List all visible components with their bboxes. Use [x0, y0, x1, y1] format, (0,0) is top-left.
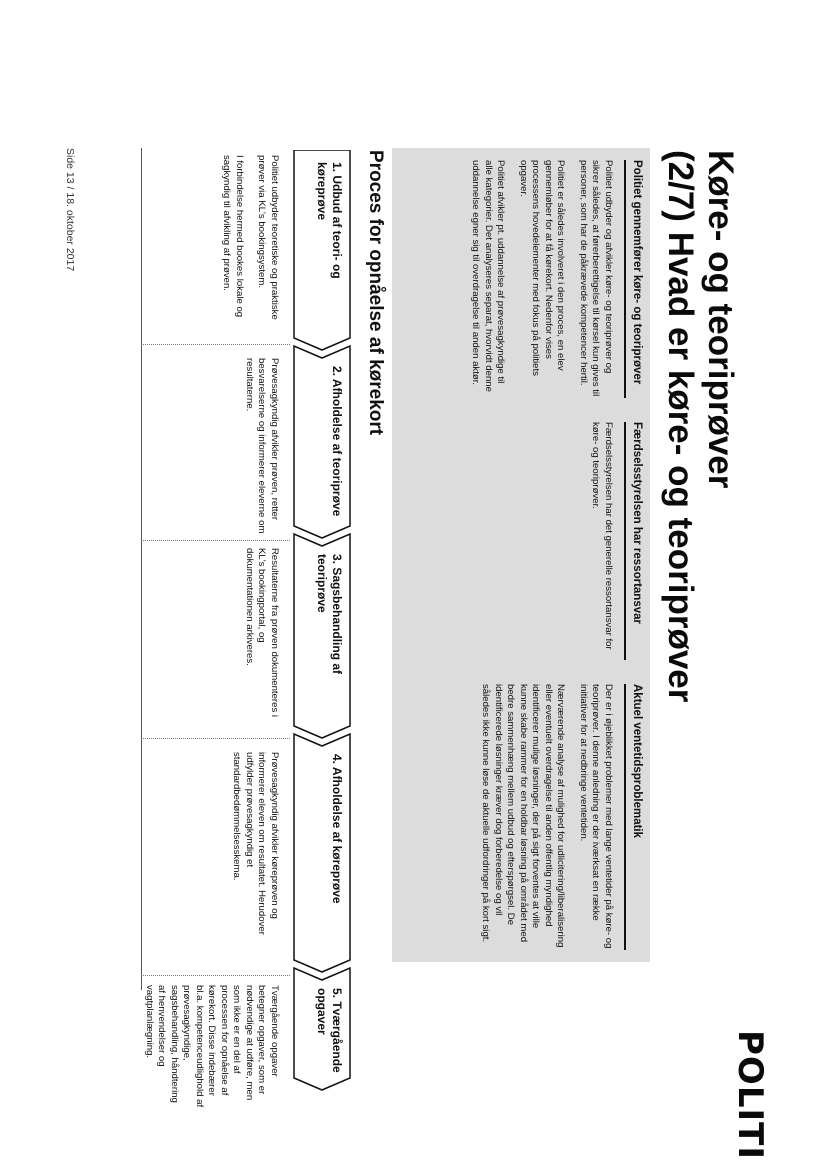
- page-title: [660, 150, 740, 950]
- step-5-label: 5. Tværgående opgaver: [315, 988, 344, 1073]
- column-divider: [143, 975, 290, 976]
- step-paragraph: I forbindelse hermed bookes lokale og sagkyndig til afvikling af prøven.: [221, 155, 245, 318]
- step-paragraph: Tværgående opgaver betegner opgaver, som er nødvendige at udføre, men som ikke er en del af processen for opnåelse af kørekort. Disse indebærer bl.a. kompetenceudlighold af prøvesagkyndige, sagsbehandling, håndtering af henvendelser og vagtplanlægning.: [144, 985, 280, 1108]
- step-paragraph: Politiet udbyder teoretiske og praktiske prøver via KL's bookingsystem.: [256, 155, 280, 320]
- step-paragraph: Resultaterne fra prøven dokumenteres i KL's bookingportal, og dokumentationen arkiveres.: [244, 548, 280, 718]
- title-line-2: (2/7) Hvad er køre- og teoriprøver: [661, 150, 700, 703]
- panel-paragraph: Færdselsstyrelsen har det generelle ressortansvar for køre- og teoriprøver.: [590, 422, 614, 650]
- panel-paragraph: Nærværende analyse af mulighed for udlicitering/liberalisering eller eventuelt overdragelse til anden offentlig myndighed identificerer mulige løsninger, der på sigt forventes at ville kunne skabe rammer for en holdbar løsning på området med bedre sammenhæng mellem udbud og efterspørgsel. De identificerede løsninger kræver dog forberedelse og vil således ikke kunne løse de aktuelle udfordringer på kort sigt.: [480, 684, 567, 948]
- page-footer: Side 13 / 18. oktober 2017: [64, 148, 76, 272]
- column-divider: [143, 540, 290, 541]
- footer-divider: [141, 148, 142, 990]
- panel-body: [469, 684, 614, 950]
- step-3-label: 3. Sagsbehandling af teoriprøve: [315, 554, 344, 675]
- panel-body: [579, 422, 614, 660]
- panel-body: [459, 160, 614, 398]
- title-line-1: Køre- og teoriprøver: [701, 150, 740, 489]
- panel-paragraph: Politiet er således involveret i den proces, en elev gennemløber for at få kørekort. Nedenfor vises processens hovedelementer med fokus på politiets opgaver.: [518, 160, 567, 376]
- step-1-description: [220, 155, 280, 323]
- panel-politiet: [392, 148, 650, 410]
- step-2-description: [243, 358, 281, 536]
- panel-paragraph: Politiet afvikler pt. uddannelse af prøvesagkyndige til alle kategorier. Det analyseres separat, hvorvidt denne uddannelse egner sig til overdragelse til anden aktør.: [470, 160, 507, 392]
- politi-logo: POLITI: [730, 1030, 770, 1160]
- column-divider: [143, 738, 290, 739]
- panel-paragraph: Politiet udbyder og afvikler køre- og teoriprøver og sikrer således, at førerberettigelse til kørsel kun gives til personer, som har de påkrævede kompetencer hertil.: [578, 160, 614, 397]
- panel-paragraph: Der er i øjeblikket problemer med lange ventetider på køre- og teoriprøver. I denne anledning er der iværksat en række initiativer for at nedbringe ventetiden.: [578, 684, 614, 949]
- step-paragraph: Prøvesagkyndig afvikler prøven, retter besvarelserne og informerer eleverne om resultaterne.: [244, 358, 280, 534]
- panel-ventetid: [392, 672, 650, 962]
- panel-heading: Politiet gennemfører køre- og teoriprøver: [624, 160, 643, 398]
- step-5-description: [143, 985, 281, 1109]
- step-4-label: 4. Afholdelse af køreprøve: [330, 754, 344, 904]
- step-4-description: [230, 752, 280, 962]
- panel-heading: Aktuel ventetidsproblematik: [624, 684, 643, 950]
- panel-heading: Færdselsstyrelsen har ressortansvar: [624, 422, 643, 660]
- step-paragraph: Prøvesagkyndig afvikler køreprøven og informerer eleven om resultatet. Herudover udfylder prøvesagkyndig et standardbedømmelsesskema.: [231, 752, 280, 935]
- process-heading: Proces for opnåelse af kørekort: [365, 150, 386, 436]
- panel-faerdselsstyrelsen: [392, 410, 650, 672]
- step-3-description: [243, 548, 281, 718]
- step-2-label: 2. Afholdelse af teoriprøve: [330, 366, 344, 517]
- step-1-label: 1. Udbud af teori- og køreprøve: [315, 162, 344, 279]
- column-divider: [143, 344, 290, 345]
